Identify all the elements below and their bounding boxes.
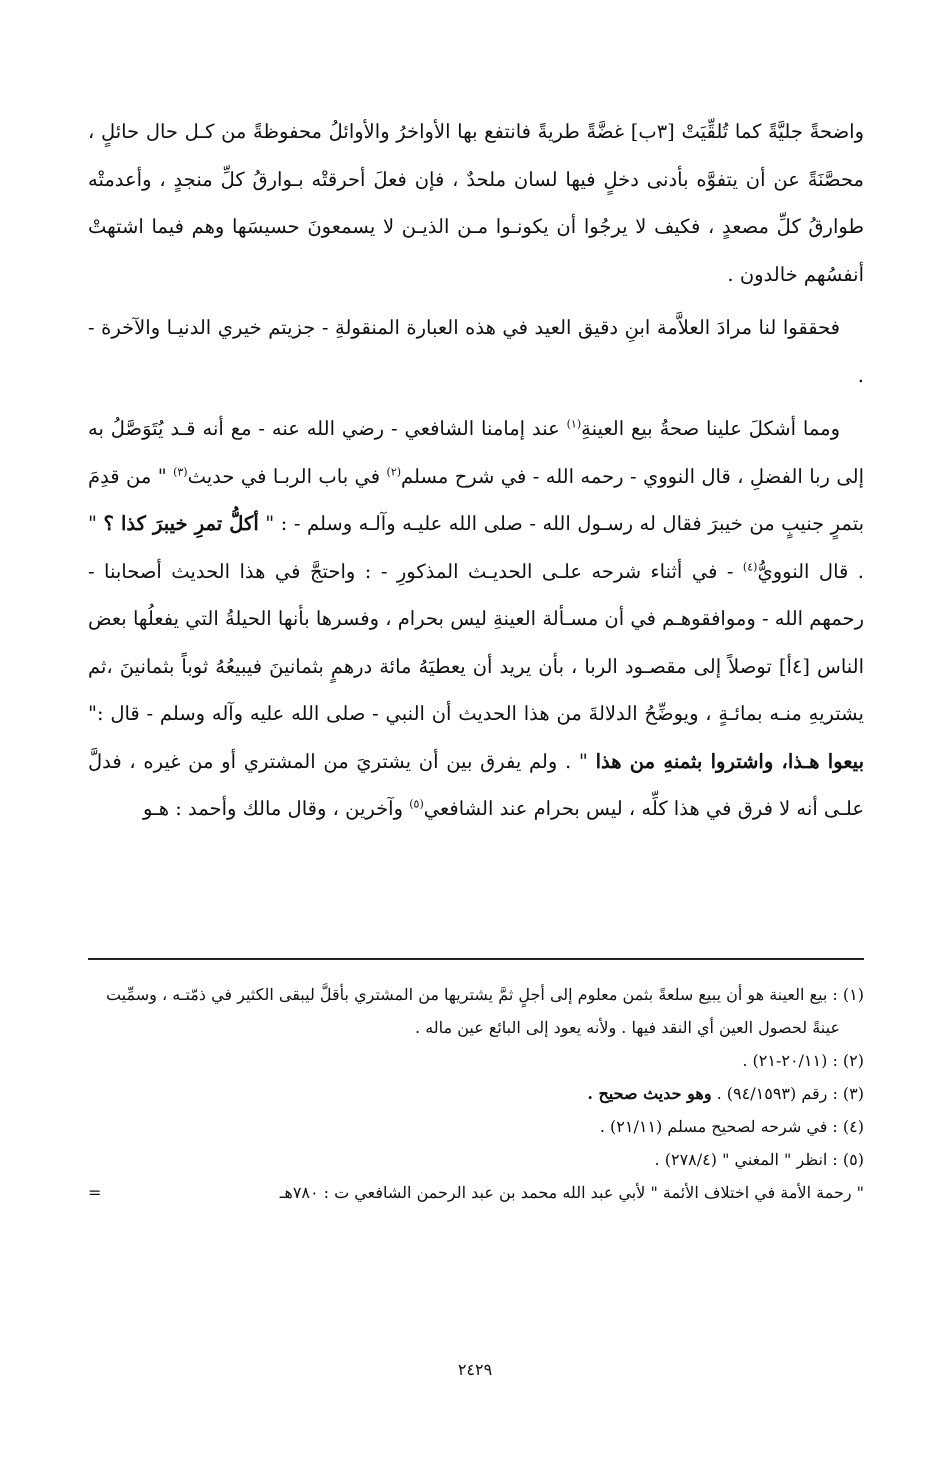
text-run: واضحةً جليَّةً كما تُلقِّيَتْ [٣ب] غضَّةً طريةً فانتفع بها الأواخرُ والأوائلُ محفوظةً من كـل حال حائلٍ ، محصَّنَةً عن أن يتفوَّه بأدنى دخلٍ فيها لسان ملحدٌ ، فإن فعلَ أحرقتْه بـوارقُ كلِّ منجدٍ ، وأعدمتْه طوارقُ كلِّ مصعدٍ ، فكيف لا يرجُوا أن يكونـوا مـن الذيـن لا يسمعونَ حسيسَها وهم فيما اشتهتْ أنفسُهم خالدون . [88,120,865,286]
hadith-quote: أكلُّ تمرِ خيبرَ كذا ؟ [103,512,259,535]
text-run: في باب الربـا في حديث [187,464,387,488]
footnote [88,1143,864,1176]
footnotes [88,978,864,1209]
footnote-ref: (٤) [742,560,758,573]
text-run: عند إمامنا الشافعي - رضي الله عنه - مع أنه قـد يُتَوَصَّلُ به إلى ربا الفضلِ ، قال النووي - رحمه الله - في شرح مسلم [88,417,864,488]
page-number: ٢٤٢٩ [457,1360,493,1379]
footnote [88,1077,864,1110]
main-text [88,108,864,833]
footnote-ref: (٣) [173,465,188,478]
text-run: ومما أشكلَ علينا صحةُ بيع العينةِ [581,417,840,440]
footnote-text: (٤) : في شرحه لصحيح مسلم (٢١/١١) . [599,1117,864,1136]
footnote-text: (٣) : رقم (٩٤/١٥٩٣) . [711,1084,864,1103]
footnote [88,1044,864,1077]
paragraph [88,108,864,298]
text-run: - في أثناء شرحه علـى الحديـث المذكورِ - : واحتجَّ في هذا الحديث أصحابنا - رحمهم الله - وموافقوهـم في أن مسـألة العينةِ ليس بحرام ، وفسرها بأنها الحيلةُ التي يفعلُها بعض الناس [٤أ] توصلاً إلى مقصـود الربا ، بأن يريد أن يعطيَهُ مائة درهمٍ بثمانينَ فيبيعُهُ ثوباً بثمانينَ ،ثم يشتريهِ منـه بمائـةٍ ، ويوضِّحُ الدلالةَ من هذا الحديث أن النبي - صلى الله عليه وآله وسلم - قال :" [88,559,865,725]
footnote-continuation-text: " رحمة الأمة في اختلاف الأئمة " لأبي عبد الله محمد بن عبد الرحمن الشافعي ت : ٧٨٠هـ [279,1183,864,1202]
footnote-grade: وهو حديث صحيح . [587,1084,712,1103]
text-run: " . ولم يفرق بين أن يشتريَ من المشتري أو من غيره ، فدلَّ علـى أنه لا فرق في هذا كلِّه ، ليس بحرام عند الشافعي [88,749,864,820]
text-run: " من قدِمَ بتمرٍ جنيبٍ من خيبرَ فقال له رسـول الله - صلى الله عليـه وآلـه وسلم - : " [88,464,865,535]
footnote [88,978,864,1044]
footnote-text: (١) : بيع العينة هو أن يبيع سلعةً بثمن معلوم إلى أجلٍ ثمَّ يشتريها من المشتري بأقلَّ ليبقى الكثير في ذمّتـه ، وسمِّيت عينةً لحصول العين أي النقد فيها . ولأنه يعود إلى البائع عين ماله . [105,985,864,1037]
text-run: فحققوا لنا مرادَ العلاَّمة ابنِ دقيق العيد في هذه العبارة المنقولةِ - جزيتم خيري الدنيـا والآخرة - . [88,316,864,387]
paragraph [88,405,864,833]
footnote-divider [88,958,864,960]
text-run: " . قال النوويُّ [88,512,864,583]
footnote [88,1110,864,1143]
footnote-text: (٥) : انظر " المغني " (٢٧٨/٤) . [654,1150,864,1169]
footnote-text: (٢) : (٢٠/١١-٢١) . [742,1051,864,1070]
footnote-ref: (٥) [409,797,424,811]
footnote-ref: (٢) [386,465,402,478]
footnote-continuation-marker: = [88,1183,102,1202]
paragraph [88,304,864,399]
footnote-ref: (١) [566,417,582,431]
text-run: وآخرين ، وقال مالك وأحمد : هـو [142,797,410,820]
footnote-continuation [88,1176,864,1209]
hadith-quote: بيعوا هـذا، واشتروا بثمنهِ من هذا [595,749,864,773]
